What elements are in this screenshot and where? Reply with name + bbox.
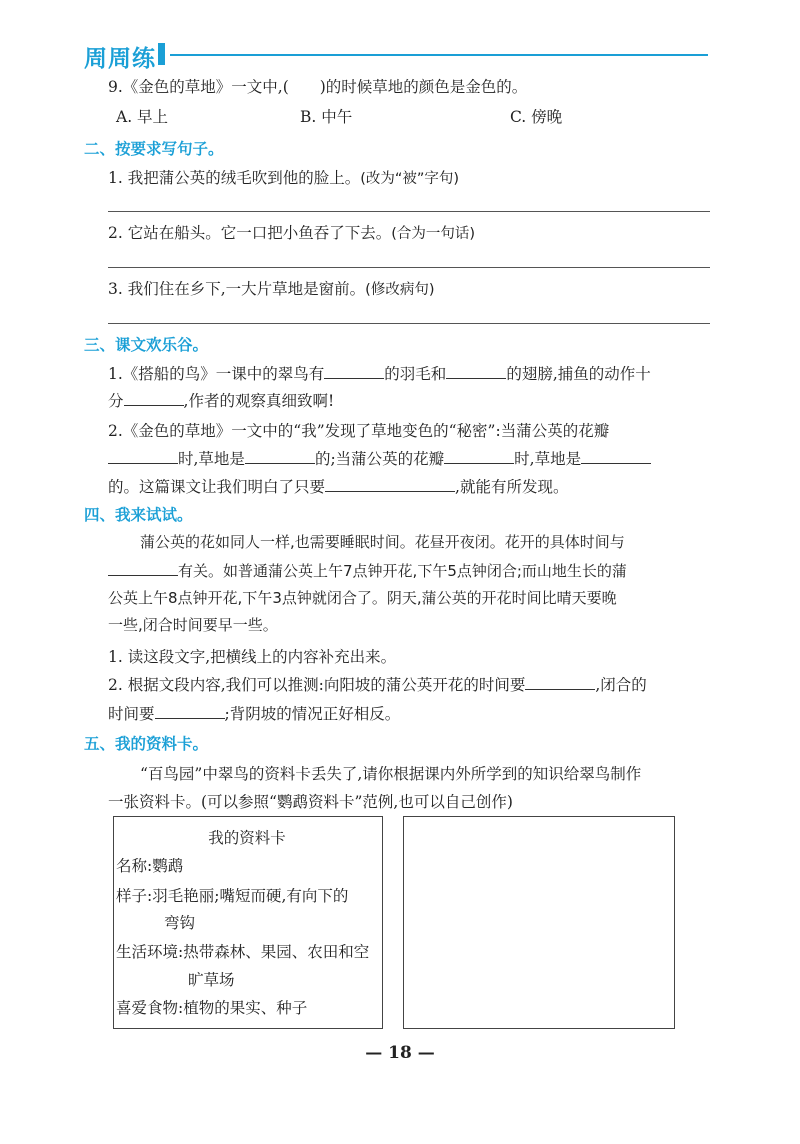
fill-blank[interactable] [525,673,595,690]
q9-option-b: B. 中午 [300,108,353,126]
sec4-q2-part-a: 2. 根据文段内容,我们可以推测:向阳坡的蒲公英开花的时间要 [108,676,526,694]
fill-blank[interactable] [581,447,651,464]
sec4-q1: 1. 读这段文字,把横线上的内容补充出来。 [108,648,397,666]
sec4-q2-line2 [108,702,400,724]
sec2-item-3-hint: (修改病句) [365,282,435,298]
sec3-q2-line1: 2.《金色的草地》一文中的“我”发现了草地变色的“秘密”:当蒲公英的花瓣 [108,422,610,440]
sec4-q2-part-b: ,闭合的 [595,676,647,694]
sec3-q2-part-e: 的。这篇课文让我们明白了只要 [108,478,326,496]
sec4-paragraph-text: 有关。如普通蒲公英上午7点钟开花,下午5点钟闭合;而山地生长的蒲 [178,562,627,580]
fill-blank[interactable] [108,559,178,576]
sec2-item-3 [108,277,434,299]
header-rule [170,54,708,56]
sec4-q2-part-d: ;背阴坡的情况正好相反。 [224,705,401,723]
section-3-title: 三、课文欢乐谷。 [84,336,209,354]
sec4-paragraph-line1: 蒲公英的花如同人一样,也需要睡眠时间。花昼开夜闭。花开的具体时间与 [140,533,625,551]
sec5-intro-line2: 一张资料卡。(可以参照“鹦鹉资料卡”范例,也可以自己创作) [108,793,513,811]
answer-line[interactable] [108,211,710,212]
sec3-q2-part-b: 时,草地是 [178,450,245,468]
section-4-title: 四、我来试试。 [84,506,193,524]
card-name: 名称:鹦鹉 [116,857,184,875]
q9-option-c: C. 傍晚 [510,108,563,126]
fill-blank[interactable] [108,447,178,464]
q9-text: 9.《金色的草地》一文中,( )的时候草地的颜色是金色的。 [108,78,528,96]
sec4-paragraph-line4: 一些,闭合时间要早一些。 [108,616,278,634]
sec4-paragraph-line3: 公英上午8点钟开花,下午3点钟就闭合了。阴天,蒲公英的开花时间比晴天要晚 [108,589,617,607]
fill-blank[interactable] [155,702,225,719]
sec3-q1-line2 [108,389,334,411]
sec4-q2-part-c: 时间要 [108,705,155,723]
sec2-item-1-hint: (改为“被”字句) [360,171,460,187]
sec3-q1-part-e: ,作者的观察真细致啊! [183,392,335,410]
card-food: 喜爱食物:植物的果实、种子 [116,999,308,1017]
sec3-q1-part-c: 的翅膀,捕鱼的动作十 [506,365,651,383]
sec3-q1-part-b: 的羽毛和 [384,365,447,383]
sec3-q1-part-a: 1.《搭船的鸟》一课中的翠鸟有 [108,365,325,383]
card-looks-line1: 样子:羽毛艳丽;嘴短而硬,有向下的 [116,887,349,905]
sec3-q2-line2 [108,447,651,469]
sec2-item-1-text: 1. 我把蒲公英的绒毛吹到他的脸上。 [108,169,361,187]
sec3-q1-line1 [108,362,651,384]
sec2-item-2-text: 2. 它站在船头。它一口把小鱼吞了下去。 [108,224,392,242]
sec2-item-1 [108,166,459,188]
section-2-title: 二、按要求写句子。 [84,140,224,158]
sec2-item-2-hint: (合为一句话) [391,226,476,242]
fill-blank[interactable] [124,389,184,406]
sec5-intro-line1: “百鸟园”中翠鸟的资料卡丢失了,请你根据课内外所学到的知识给翠鸟制作 [140,765,642,783]
card-title: 我的资料卡 [208,829,286,847]
answer-line[interactable] [108,323,710,324]
fill-blank[interactable] [325,475,455,492]
sec2-item-3-text: 3. 我们住在乡下,一大片草地是窗前。 [108,280,366,298]
page-number: — 18 — [365,1043,435,1063]
sec3-q2-part-d: 时,草地是 [514,450,582,468]
sec3-q2-part-c: 的;当蒲公英的花瓣 [314,450,445,468]
fill-blank[interactable] [446,362,506,379]
answer-line[interactable] [108,267,710,268]
sec4-q2-line1 [108,673,647,695]
sec4-paragraph-line2 [108,559,627,581]
card-looks-line2: 弯钩 [164,914,196,932]
sec3-q2-part-f: ,就能有所发现。 [455,478,569,496]
q9-option-a: A. 早上 [116,108,169,126]
sec2-item-2 [108,221,475,243]
blank-data-card[interactable] [403,816,675,1029]
fill-blank[interactable] [245,447,315,464]
fill-blank[interactable] [324,362,384,379]
fill-blank[interactable] [444,447,514,464]
sec3-q2-line3 [108,475,568,497]
sec3-q1-part-d: 分 [108,392,124,410]
card-env-line1: 生活环境:热带森林、果园、农田和空 [116,943,370,961]
header-accent-bar [158,43,165,65]
section-5-title: 五、我的资料卡。 [84,735,209,753]
card-env-line2: 旷草场 [188,971,235,989]
header-title: 周周练 [84,46,156,72]
